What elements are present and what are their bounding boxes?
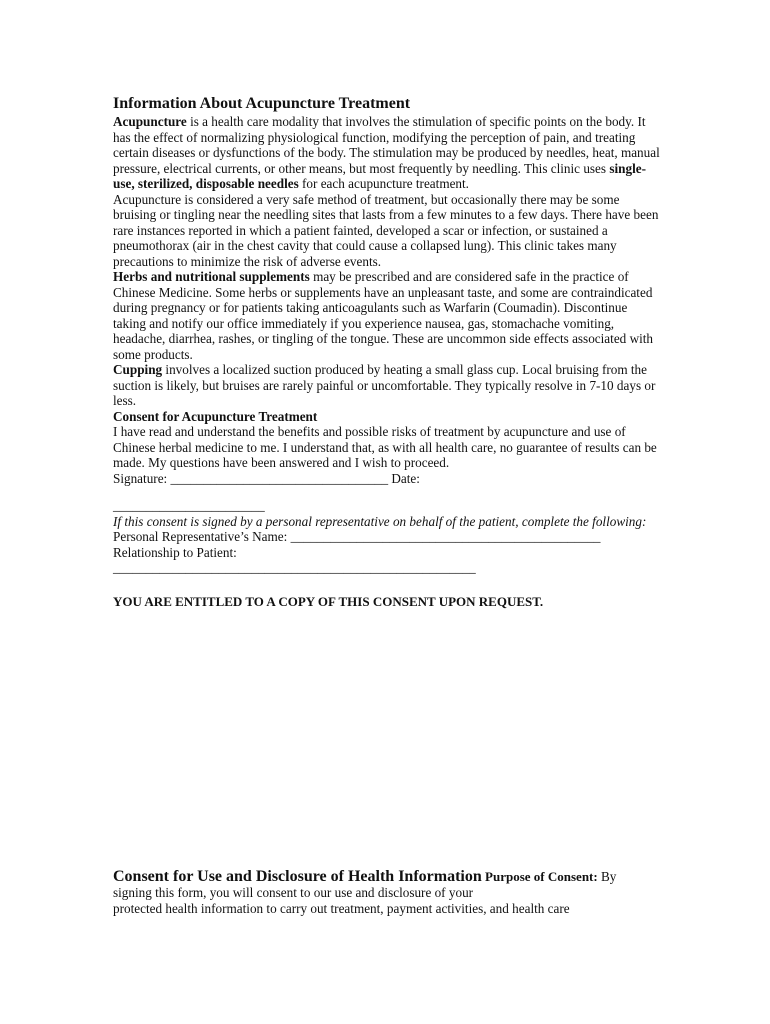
safety-paragraph: Acupuncture is considered a very safe method of treatment, but occasionally there may be some bruising or tingling near the needling sites that lasts from a few minutes to a few days. There have been rare instances reported in which a patient fainted, developed a scar or infection, or sustained a pneumothorax (air in the chest cavity that could cause a collapsed lung). This clinic takes many precautions to minimize the risk of adverse events.: [113, 191, 659, 269]
relationship-line[interactable]: _______________________________________________________: [113, 560, 476, 575]
cupping-paragraph: [113, 362, 661, 409]
cupping-lead: Cupping: [113, 362, 163, 377]
acupuncture-text: is a health care modality that involves the stimulation of specific points on the body. It has the effect of normalizing physiological function, modifying the perception of pain, and treating certain diseases or dysfunctions of the body. The stimulation may be produced by needles, heat, manual pressure, electrical currents, or other means, but most frequently by needling. This clinic uses: [113, 114, 660, 176]
relationship-label: Relationship to Patient:: [113, 544, 237, 560]
herbs-lead: Herbs and nutritional supplements: [113, 269, 310, 284]
consent-heading-text: Consent for Acupuncture Treatment: [113, 408, 318, 424]
page-title: Information About Acupuncture Treatment: [113, 95, 411, 112]
disclosure-title-line: [113, 869, 673, 885]
cupping-text: involves a localized suction produced by heating a small glass cup. Local bruising from the suction is likely, but bruises are rarely painful or uncomfortable. They typically resolve in 7-10 days or less.: [113, 362, 656, 408]
acupuncture-info-section: [113, 94, 661, 610]
herbs-paragraph: [113, 269, 661, 362]
representative-note: If this consent is signed by a personal representative on behalf of the patient, complete the following:: [113, 513, 647, 529]
purpose-label: Purpose of Consent:: [485, 869, 598, 884]
disclosure-line-2: signing this form, you will consent to our use and disclosure of your: [113, 885, 474, 900]
acupuncture-lead: Acupuncture: [113, 114, 187, 129]
representative-name-line[interactable]: Personal Representative’s Name: _______________________________________________: [113, 529, 601, 544]
disclosure-section: [113, 869, 673, 917]
disclosure-title: Consent for Use and Disclosure of Health Information: [113, 868, 482, 885]
copy-notice: YOU ARE ENTITLED TO A COPY OF THIS CONSENT UPON REQUEST.: [113, 593, 544, 609]
disclosure-line-3: protected health information to carry out treatment, payment activities, and health care: [113, 901, 570, 916]
signature-line[interactable]: Signature: _________________________________ Date:: [113, 470, 420, 486]
needles-emphasis: single-use, sterilized, disposable needles: [113, 160, 646, 191]
consent-heading: [113, 409, 661, 425]
date-line[interactable]: _______________________: [113, 498, 265, 513]
purpose-start: By: [597, 869, 617, 884]
acupuncture-paragraph: [113, 114, 661, 192]
consent-paragraph: I have read and understand the benefits and possible risks of treatment by acupuncture and use of Chinese herbal medicine to me. I understand that, as with all health care, no guarantee of results can be made. My questions have been answered and I wish to proceed.: [113, 424, 657, 470]
acupuncture-text-end: for each acupuncture treatment.: [298, 176, 469, 191]
herbs-text: may be prescribed and are considered safe in the practice of Chinese Medicine. Some herbs or supplements have an unpleasant taste, and some are contraindicated during pregnancy or for patients taking anticoagulants such as Warfarin (Coumadin). Discontinue taking and notify our office immediately if you experience nausea, gas, stomachache vomiting, headache, diarrhea, rashes, or tingling of the tongue. These are uncommon side effects associated with some products.: [113, 269, 654, 362]
